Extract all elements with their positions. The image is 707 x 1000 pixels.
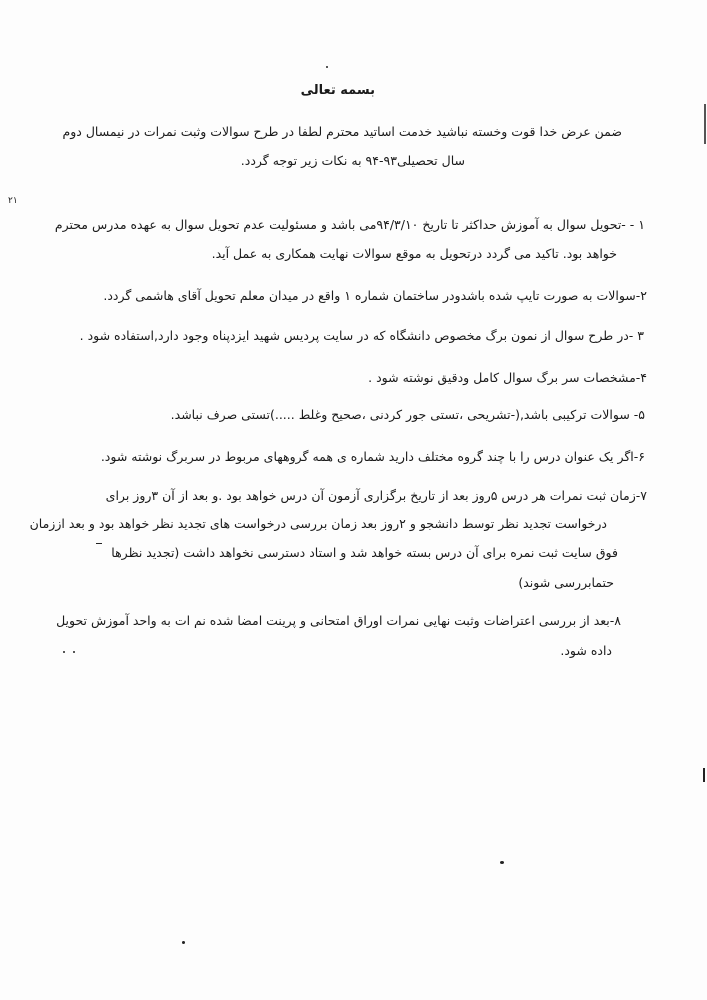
margin-note: ۲۱ [8, 196, 18, 206]
item-1-line: خواهد بود. تاکید می گردد درتحویل به موقع سوالات نهایت همکاری به عمل آید. [211, 246, 617, 261]
item-7-line: حتمابررسی شوند) [518, 575, 614, 590]
scan-speck [326, 66, 328, 68]
item-7-line: فوق سایت ثبت نمره برای آن درس بسته خواهد شد و استاد دسترسی نخواهد داشت (تجدید نظرها [111, 545, 618, 560]
item-8-line: ۸-بعد از بررسی اعتراضات وثبت نهایی نمرات اوراق امتحانی و پرینت امضا شده نم ات به واحد آموزش تحویل [56, 613, 621, 628]
item-7-line: ۷-زمان ثبت نمرات هر درس ۵روز بعد از تاریخ برگزاری آزمون آن درس خواهد بود .و بعد از آن ۳روز برای [105, 488, 647, 503]
scan-edge-mark [704, 104, 706, 144]
item-4-line: ۴-مشخصات سر برگ سوال کامل ودقیق نوشته شود . [368, 370, 647, 385]
item-5-line: ۵- سوالات ترکیبی باشد,(-تشریحی ،تستی جور کردنی ،صحیح وغلط .....)تستی صرف نباشد. [170, 407, 645, 422]
scan-speck [73, 651, 75, 653]
intro-line: ضمن عرض خدا قوت وخسته نباشید خدمت اساتید محترم لطفا در طرح سوالات وثبت نمرات در نیمسال دوم [62, 124, 622, 139]
item-2-line: ۲-سوالات به صورت تایپ شده باشدودر ساختمان شماره ۱ واقع در میدان معلم تحویل آقای هاشمی گردد. [103, 288, 647, 303]
item-3-line: ۳ -در طرح سوال از نمون برگ مخصوص دانشگاه که در سایت پردیس شهید ایزدپناه وجود دارد,استفاده شود . [79, 328, 644, 343]
item-8-line: داده شود. [560, 643, 612, 658]
item-6-line: ۶-اگر یک عنوان درس را با چند گروه مختلف دارید شماره ی همه گروههای مربوط در سربرگ نوشته شود. [100, 449, 645, 464]
item-1-line: ۱ - -تحویل سوال به آموزش حداکثر تا تاریخ ۹۴/۳/۱۰می باشد و مسئولیت عدم تحویل سوال به عهده مدرس محترم [54, 217, 645, 232]
document-title: بسمه تعالی [300, 83, 375, 98]
scan-speck [500, 861, 504, 864]
intro-line: سال تحصیلی۹۳-۹۴ به نکات زیر توجه گردد. [240, 153, 465, 168]
scan-edge-mark [96, 543, 102, 544]
scan-edge-mark [703, 768, 705, 782]
scan-speck [63, 651, 65, 653]
item-7-line: درخواست تجدید نظر توسط دانشجو و ۲روز بعد زمان بررسی درخواست های تجدید نظر خواهد بود و بعد اززمان [29, 516, 607, 531]
scan-speck [182, 941, 185, 944]
